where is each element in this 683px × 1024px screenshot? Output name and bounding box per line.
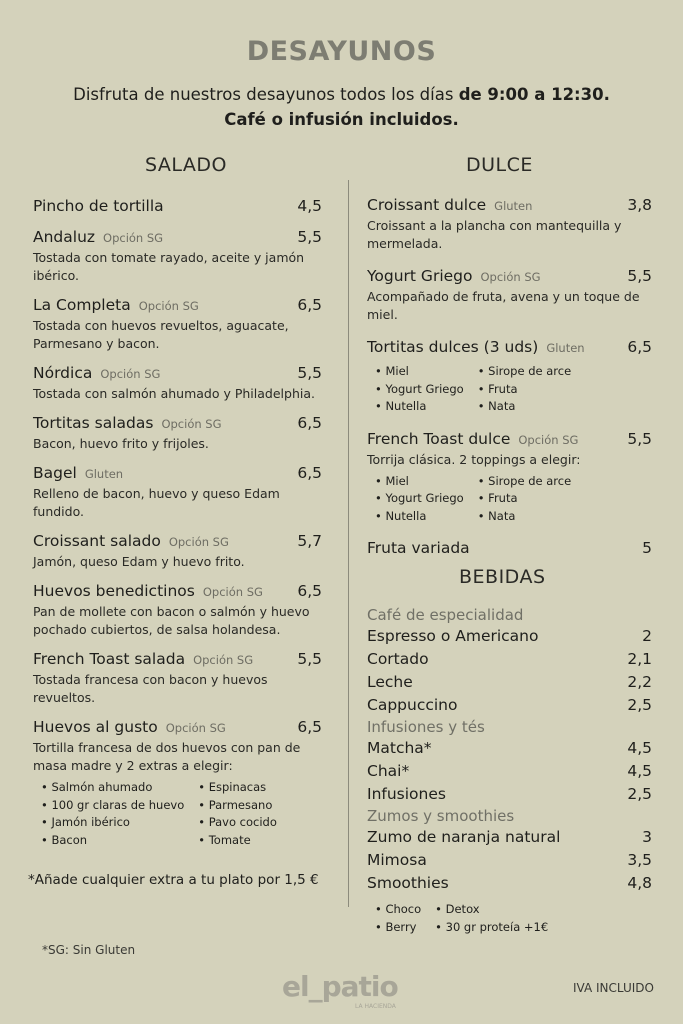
menu-item-price: 6,5 [297, 414, 322, 432]
menu-item-name-wrap [367, 194, 532, 217]
menu-item-price: 5,5 [297, 364, 322, 382]
menu-item-description: Tostada con tomate rayado, aceite y jamón ibérico. [33, 250, 305, 283]
subtitle-hours: de 9:00 a 12:30. [458, 85, 610, 104]
option: • Yogurt Griego [375, 490, 464, 508]
dietary-tag: Opción SG [480, 270, 541, 284]
menu-item [33, 362, 322, 403]
menu-item-header [33, 716, 322, 739]
menu-item-name-wrap [367, 537, 470, 559]
menu-item-price: 6,5 [627, 338, 652, 356]
drink-item [367, 849, 652, 872]
drink-item [367, 671, 652, 694]
option: • Yogurt Griego [375, 381, 464, 399]
subtitle [0, 82, 683, 132]
drink-price: 4,5 [627, 762, 652, 780]
option: • Miel [375, 473, 464, 491]
drink-price: 2,1 [627, 650, 652, 668]
drink-price: 2 [642, 627, 652, 645]
logo: el_patio [282, 970, 398, 1003]
dietary-tag: Opción SG [165, 721, 226, 735]
smoothie-options [367, 901, 652, 936]
menu-item-description: Relleno de bacon, huevo y queso Edam fundido. [33, 486, 280, 519]
menu-item-name: Bagel [33, 464, 77, 482]
section-salado-heading: SALADO [145, 154, 228, 176]
menu-item-price: 6,5 [297, 582, 322, 600]
menu-item-price: 5,7 [297, 532, 322, 550]
menu-item-name-wrap [33, 412, 222, 435]
dietary-tag: Gluten [494, 199, 533, 213]
extra-note: *Añade cualquier extra a tu plato por 1,5 € [28, 872, 319, 888]
menu-item-name-wrap [33, 648, 253, 671]
menu-item [367, 336, 652, 416]
menu-item-header [367, 537, 652, 559]
subtitle-included: Café o infusión incluidos. [224, 110, 459, 129]
menu-item-name-wrap [33, 226, 163, 249]
menu-item-price: 6,5 [297, 718, 322, 736]
menu-item [367, 194, 652, 253]
menu-item [33, 716, 322, 849]
menu-item-price: 5,5 [297, 650, 322, 668]
drink-price: 3,5 [627, 851, 652, 869]
menu-item [33, 530, 322, 571]
option: • Salmón ahumado [41, 779, 184, 797]
menu-item-name: Huevos al gusto [33, 718, 158, 736]
menu-item-name: Croissant salado [33, 532, 161, 550]
menu-item-description: Tortilla francesa de dos huevos con pan de masa madre y 2 extras a elegir: [33, 740, 301, 773]
menu-item-header [33, 648, 322, 671]
menu-item-description: Bacon, huevo frito y frijoles. [33, 436, 209, 451]
dietary-tag: Opción SG [138, 299, 199, 313]
menu-item-name-wrap [33, 294, 199, 317]
menu-item-description: Pan de mollete con bacon o salmón y huevo pochado cubiertos, de salsa holandesa. [33, 604, 310, 637]
drink-category: Café de especialidad [367, 606, 524, 624]
drink-price: 4,5 [627, 739, 652, 757]
menu-item-name-wrap [33, 530, 229, 553]
dietary-tag: Opción SG [193, 653, 254, 667]
menu-item [33, 294, 322, 353]
drink-name: Cappuccino [367, 696, 458, 714]
menu-item-name: La Completa [33, 296, 131, 314]
option: • 100 gr claras de huevo [41, 797, 184, 815]
menu-item-name: Fruta variada [367, 539, 470, 557]
drink-item [367, 760, 652, 783]
menu-item-price: 3,8 [627, 196, 652, 214]
option: • Miel [375, 363, 464, 381]
menu-item-header [33, 362, 322, 385]
menu-item-price: 5,5 [627, 429, 652, 448]
menu-item-description: Croissant a la plancha con mantequilla y mermelada. [367, 218, 622, 251]
option: • Choco [375, 901, 421, 919]
subtitle-text: Disfruta de nuestros desayunos todos los días [73, 85, 459, 104]
option: • Nutella [375, 508, 464, 526]
drink-name: Infusiones [367, 785, 446, 803]
menu-item-name: French Toast salada [33, 650, 186, 668]
menu-item-price: 5 [642, 539, 652, 557]
menu-item-description: Jamón, queso Edam y huevo frito. [33, 554, 245, 569]
dietary-tag: Opción SG [202, 585, 263, 599]
menu-item-name-wrap [33, 362, 160, 385]
menu-item-price: 6,5 [297, 296, 322, 314]
menu-item-header [33, 412, 322, 435]
menu-item-name-wrap [33, 195, 164, 217]
menu-item [367, 537, 652, 559]
drink-item [367, 872, 652, 895]
page-title: DESAYUNOS [246, 36, 437, 67]
option: • 30 gr proteía +1€ [435, 919, 548, 937]
dietary-tag: Opción SG [100, 367, 161, 381]
menu-item-name-wrap [33, 580, 263, 603]
menu-item-header [367, 336, 652, 359]
menu-item-price: 6,5 [297, 464, 322, 482]
menu-item [33, 226, 322, 285]
section-dulce-heading: DULCE [466, 154, 533, 176]
drink-name: Leche [367, 673, 413, 691]
drink-item [367, 826, 652, 849]
menu-item-name: Yogurt Griego [367, 267, 473, 285]
menu-item-description: Tostada con salmón ahumado y Philadelphia. [33, 386, 315, 401]
option: • Tomate [198, 832, 277, 850]
menu-item-price: 5,5 [627, 267, 652, 285]
menu-item-name: Nórdica [33, 364, 93, 382]
menu-item-name-wrap [367, 428, 578, 451]
menu-item-description: Tostada francesa con bacon y huevos revueltos. [33, 672, 268, 705]
drink-price: 2,2 [627, 673, 652, 691]
option: • Pavo cocido [198, 814, 277, 832]
menu-item-header [367, 265, 652, 288]
option: • Sirope de arce [478, 473, 571, 491]
drink-price: 2,5 [627, 785, 652, 803]
option: • Detox [435, 901, 548, 919]
drink-item [367, 648, 652, 671]
option: • Sirope de arce [478, 363, 571, 381]
option: • Fruta [478, 490, 571, 508]
options-list [33, 779, 322, 849]
option: • Nutella [375, 398, 464, 416]
drink-name: Espresso o Americano [367, 627, 539, 645]
menu-item [367, 428, 652, 526]
menu-item-name-wrap [33, 716, 226, 739]
drink-item [367, 694, 652, 717]
option: • Fruta [478, 381, 571, 399]
dietary-tag: Opción SG [103, 231, 164, 245]
dietary-tag: Opción SG [518, 432, 579, 447]
menu-item [367, 265, 652, 324]
menu-item-name-wrap [33, 462, 123, 485]
iva-note: IVA INCLUIDO [573, 981, 654, 995]
option: • Espinacas [198, 779, 277, 797]
section-bebidas-heading: BEBIDAS [459, 566, 546, 588]
sg-note: *SG: Sin Gluten [42, 943, 136, 957]
menu-item-price: 5,5 [297, 228, 322, 246]
dulce-list [367, 194, 652, 571]
drink-item [367, 737, 652, 760]
menu-item-price: 4,5 [297, 197, 322, 215]
menu-item-header [367, 428, 652, 451]
drink-price: 4,8 [627, 874, 652, 892]
option: • Nata [478, 398, 571, 416]
menu-item-description: Tostada con huevos revueltos, aguacate, Parmesano y bacon. [33, 318, 289, 351]
menu-item-header [33, 195, 322, 217]
menu-item-header [33, 462, 322, 485]
drink-name: Zumo de naranja natural [367, 828, 561, 846]
menu-item [33, 580, 322, 639]
option: • Bacon [41, 832, 184, 850]
drink-name: Matcha* [367, 739, 432, 757]
dietary-tag: Opción SG [168, 535, 229, 549]
drink-price: 3 [642, 828, 652, 846]
options-list [367, 363, 652, 416]
menu-item-description: Acompañado de fruta, avena y un toque de miel. [367, 289, 640, 322]
menu-item-description: Torrija clásica. 2 toppings a elegir: [367, 451, 581, 467]
menu-item-header [33, 530, 322, 553]
drink-item [367, 783, 652, 806]
menu-item-name: Croissant dulce [367, 196, 487, 214]
menu-item-header [33, 294, 322, 317]
option: • Parmesano [198, 797, 277, 815]
options-list [367, 473, 652, 526]
option: • Nata [478, 508, 571, 526]
menu-item [33, 462, 322, 521]
menu-item-name-wrap [367, 336, 585, 359]
menu-item [33, 195, 322, 217]
menu-item-name: Pincho de tortilla [33, 197, 164, 215]
drink-price: 2,5 [627, 696, 652, 714]
drink-name: Cortado [367, 650, 429, 668]
column-divider [348, 180, 349, 907]
option: • Jamón ibérico [41, 814, 184, 832]
drink-name: Chai* [367, 762, 410, 780]
drink-item [367, 625, 652, 648]
menu-item-header [33, 226, 322, 249]
dietary-tag: Gluten [84, 467, 124, 481]
salado-list [33, 195, 322, 858]
option: • Berry [375, 919, 421, 937]
drink-category: Infusiones y tés [367, 718, 485, 736]
menu-item-name: French Toast dulce [367, 429, 511, 448]
drink-category: Zumos y smoothies [367, 807, 515, 825]
menu-item-name: Andaluz [33, 228, 96, 246]
menu-item-name-wrap [367, 265, 541, 288]
menu-item-header [33, 580, 322, 603]
menu-item-name: Huevos benedictinos [33, 582, 195, 600]
menu-item-name: Tortitas saladas [33, 414, 154, 432]
menu-item [33, 412, 322, 453]
dietary-tag: Gluten [546, 341, 585, 355]
menu-item-name: Tortitas dulces (3 uds) [367, 338, 539, 356]
menu-item [33, 648, 322, 707]
menu-item-header [367, 194, 652, 217]
drink-name: Mimosa [367, 851, 427, 869]
logo-subtitle: LA HACIENDA [355, 1003, 396, 1010]
bebidas-list [367, 605, 652, 936]
dietary-tag: Opción SG [161, 417, 222, 431]
drink-name: Smoothies [367, 874, 449, 892]
